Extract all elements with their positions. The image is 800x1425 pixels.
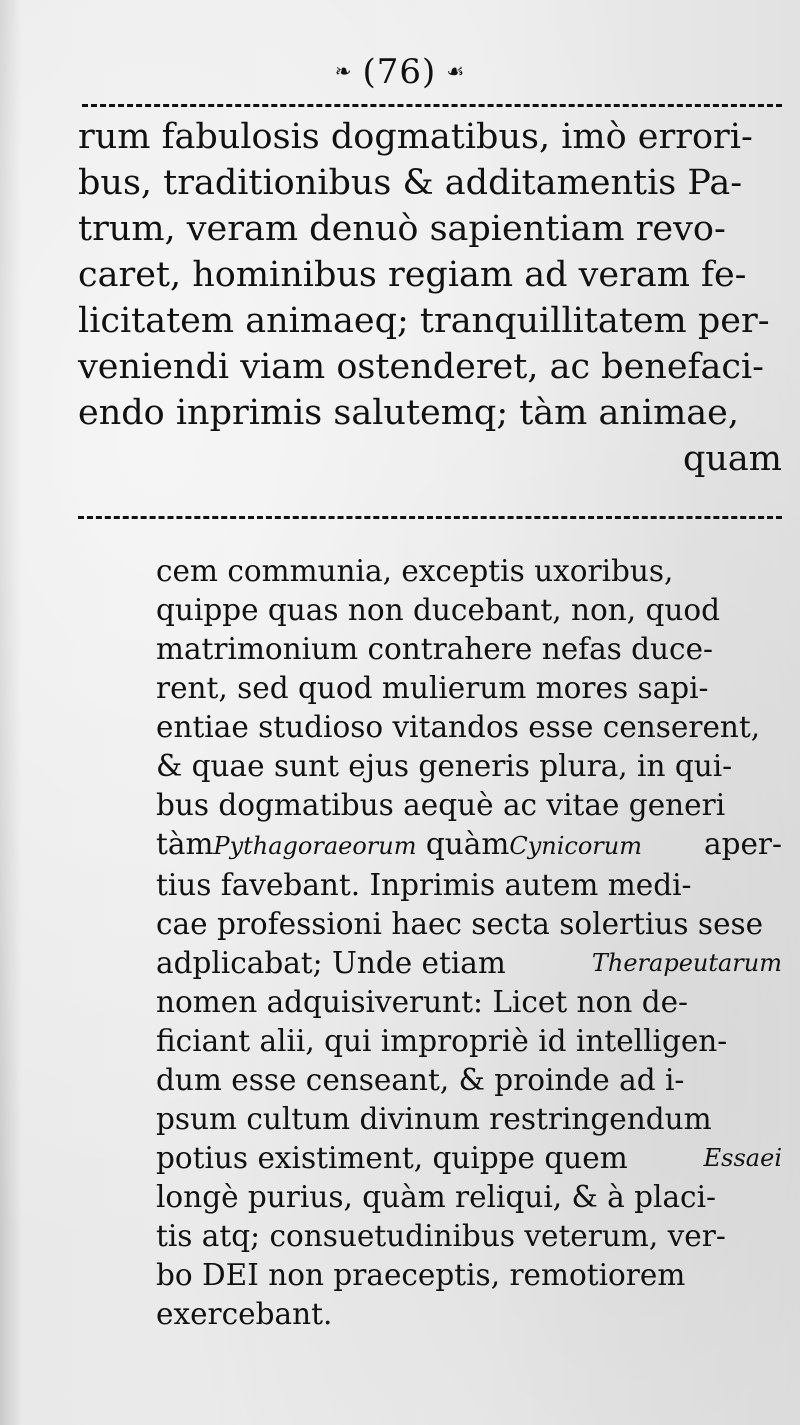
text-line [156, 1217, 782, 1256]
text-line [156, 591, 782, 630]
text-line [156, 944, 782, 983]
text-line [156, 1178, 782, 1217]
text-line [156, 1139, 782, 1178]
text-line-content: veniendi viam ostenderet, ac benefaci- [78, 347, 764, 387]
text-line-content: dum esse censeant, & proinde ad i- [156, 1063, 685, 1097]
text-line [156, 747, 782, 786]
text-line-content: ficiant alii, qui impropriè id intelligen- [156, 1024, 728, 1058]
text-line [78, 206, 782, 252]
italic-term: Therapeutarum [591, 949, 782, 977]
catchword-line [78, 436, 782, 482]
text-line [78, 114, 782, 160]
text-line-content: caret, hominibus regiam ad veram fe- [78, 255, 747, 295]
text-line-content: nomen adquisiverunt: Licet non de- [156, 985, 689, 1019]
text-line-content: bus dogmatibus aequè ac vitae generi [156, 788, 726, 822]
text-segment-plain: quàm [425, 827, 510, 861]
text-line [156, 552, 782, 591]
text-line [156, 905, 782, 944]
italic-term: Essaei [703, 1144, 782, 1172]
text-line-content: bo DEI non praeceptis, remotiorem [156, 1258, 686, 1292]
ornament-right-icon: ☙ [446, 59, 466, 83]
text-line-content: tis atq; consuetudinibus veterum, ver- [156, 1219, 726, 1253]
text-line [156, 708, 782, 747]
text-segment-plain: adplicabat; Unde etiam [156, 946, 506, 980]
text-line-content: matrimonium contrahere nefas duce- [156, 632, 713, 666]
text-line [156, 1061, 782, 1100]
text-line-content: endo inprimis salutemq; tàm animae, [78, 393, 739, 433]
footnote-rule [78, 516, 782, 519]
text-line-content: cem communia, exceptis uxoribus, [156, 554, 674, 588]
text-line-content: licitatem animaeq; tranquillitatem per- [78, 301, 770, 341]
text-line [156, 866, 782, 905]
text-line-content: quippe quas non ducebant, non, quod [156, 593, 721, 627]
text-line-content: rent, sed quod mulierum mores sapi- [156, 671, 709, 705]
top-rule [82, 104, 782, 107]
text-line [78, 390, 782, 436]
text-line [156, 1022, 782, 1061]
text-line-content: psum cultum divinum restringendum [156, 1102, 712, 1136]
italic-term: Pythagoraeorum [213, 832, 417, 860]
text-line-content: longè purius, quàm reliqui, & à placi- [156, 1180, 716, 1214]
text-segment [156, 825, 642, 866]
text-line-content: & quae sunt ejus generis plura, in qui- [156, 749, 733, 783]
text-line-content: rum fabulosis dogmatibus, imò errori- [78, 117, 753, 157]
footnote-text [156, 552, 782, 1334]
text-line [156, 630, 782, 669]
text-line-content: trum, veram denuò sapientiam revo- [78, 209, 726, 249]
text-line [156, 786, 782, 825]
page-number: (76) [362, 52, 437, 92]
text-segment-plain: potius existiment, quippe quem [156, 1141, 628, 1175]
text-line [156, 1100, 782, 1139]
text-line-content: entiae studioso vitandos esse censerent, [156, 710, 761, 744]
ornament-left-icon: ❧ [334, 59, 353, 83]
text-line [78, 252, 782, 298]
main-text [78, 114, 782, 482]
catchword: quam [682, 439, 782, 479]
text-line [78, 344, 782, 390]
text-line-content: cae professioni haec secta solertius sese [156, 907, 764, 941]
page-header [0, 52, 800, 92]
text-line [78, 160, 782, 206]
text-line [156, 1295, 782, 1334]
text-line [156, 983, 782, 1022]
text-segment-plain: aper- [704, 827, 782, 861]
text-line [156, 1256, 782, 1295]
text-line-content: exercebant. [156, 1297, 333, 1331]
italic-term: Cynicorum [509, 832, 642, 860]
text-line-content: tius favebant. Inprimis autem medi- [156, 868, 692, 902]
text-line [78, 298, 782, 344]
text-line [156, 825, 782, 866]
text-segment-plain: tàm [156, 827, 214, 861]
text-line-content: bus, traditionibus & additamentis Pa- [78, 163, 743, 203]
text-line [156, 669, 782, 708]
